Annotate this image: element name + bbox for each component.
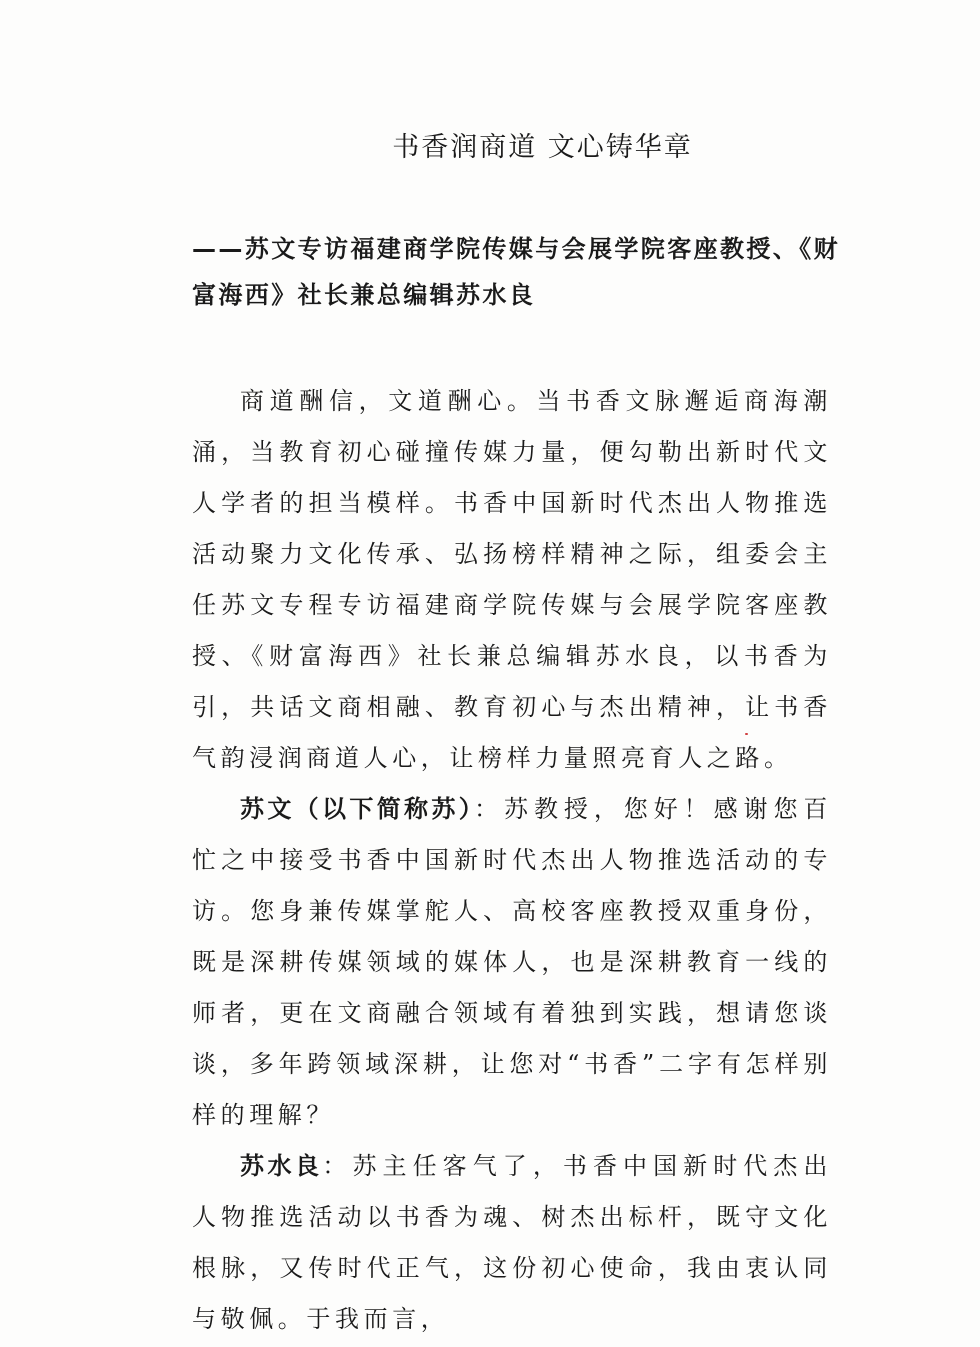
speaker-label: 苏水良: [240, 1152, 323, 1180]
paragraph-text: 商道酬信，文道酬心。当书香文脉邂逅商海潮涌，当教育初心碰撞传媒力量，便勾勒出新时代文人学者的担当模样。书香中国新时代杰出人物推选活动聚力文化传承、弘扬榜样精神之际，组委会主任苏文专程专访福建商学院传媒与会展学院客座教授、《财富海西》社长兼总编辑苏水良，以书香为引，共话文商相融、教育初心与杰出精神，让书香气韵浸润商道人心，让榜样力量照亮育人之路。: [192, 387, 832, 772]
page-subtitle: ——苏文专访福建商学院传媒与会展学院客座教授、《财富海西》社长兼总编辑苏水良: [192, 235, 840, 309]
paragraph-question: [192, 784, 832, 1141]
paragraph-text: ：苏主任客气了，书香中国新时代杰出人物推选活动以书香为魂、树杰出标杆，既守文化根脉，又传时代正气，这份初心使命，我由衷认同与敬佩。于我而言，: [192, 1152, 832, 1333]
scan-speck-mark: [745, 733, 748, 735]
page-title: 书香润商道 文心铸华章: [392, 132, 693, 163]
paragraph-intro: [192, 376, 832, 784]
paragraph-text: ：苏教授，您好！感谢您百忙之中接受书香中国新时代杰出人物推选活动的专访。您身兼传媒掌舵人、高校客座教授双重身份，既是深耕传媒领域的媒体人，也是深耕教育一线的师者，更在文商融合领域有着独到实践，想请您谈谈，多年跨领域深耕，让您对“书香”二字有怎样别样的理解？: [192, 795, 832, 1129]
article-body: [192, 376, 832, 1345]
speaker-label: 苏文（以下简称苏）: [240, 795, 475, 823]
paragraph-answer: [192, 1141, 832, 1345]
